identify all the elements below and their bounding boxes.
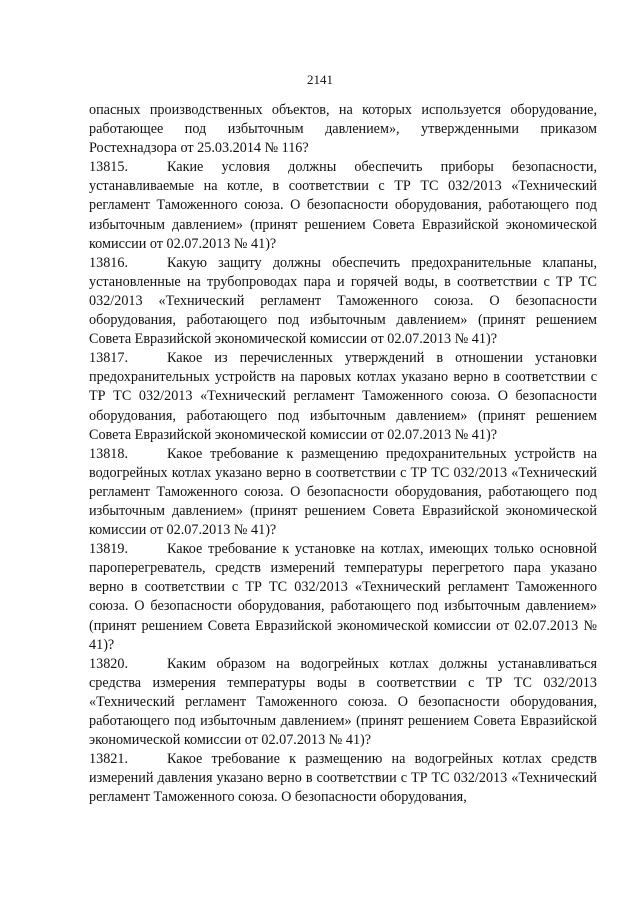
question-text: Какое требование к размещению на водогрейных котлах средств измерений давления указано верно в соответствии с ТР ТС 032/2013 «Технический регламент Таможенного союза. О безопасности оборудования, [89,751,597,806]
question-13816 [89,254,597,349]
question-13815 [89,158,597,253]
question-number: 13818. [89,445,129,462]
document-body [89,101,597,807]
question-13818 [89,445,597,540]
question-text: Какие условия должны обеспечить приборы безопасности, устанавливаемые на котле, в соответствии с ТР ТС 032/2013 «Технический регламент Таможенного союза. О безопасности оборудования, работающего под избыточным давлением» (принят решением Совета Евразийской экономической комиссии от 02.07.2013 № 41)? [89,159,597,252]
question-13820 [89,655,597,750]
page-number: 2141 [307,72,333,87]
question-13821 [89,750,597,807]
question-number: 13820. [89,655,129,672]
question-13817 [89,349,597,444]
question-number: 13816. [89,254,129,271]
question-text: Каким образом на водогрейных котлах должны устанавливаться средства измерения температуры воды в соответствии с ТР ТС 032/2013 «Технический регламент Таможенного союза. О безопасности оборудования, работающего под избыточным давлением» (принят решением Совета Евразийской экономической комиссии от 02.07.2013 № 41)? [89,655,597,749]
question-number: 13815. [89,159,129,176]
question-text: Какое требование к размещению предохранительных устройств на водогрейных котлах указано верно в соответствии с ТР ТС 032/2013 «Технический регламент Таможенного союза. О безопасности оборудования, работающего под избыточным давлением» (принят решением Совета Евразийской экономической комиссии от 02.07.2013 № 41)? [89,445,597,539]
question-text: Какое требование к установке на котлах, имеющих только основной пароперегреватель, средств измерений температуры перегретого пара указано верно в соответствии с ТР ТС 032/2013 «Технический регламент Таможенного союза. О безопасности оборудования, работающего под избыточным давлением» (принят решением Совета Евразийской экономической комиссии от 02.07.2013 № 41)? [89,541,597,653]
question-text: Какую защиту должны обеспечить предохранительные клапаны, установленные на трубопроводах пара и горячей воды, в соответствии с ТР ТС 032/2013 «Технический регламент Таможенного союза. О безопасности оборудования, работающего под избыточным давлением» (принят решением Совета Евразийской экономической комиссии от 02.07.2013 № 41)? [89,254,597,348]
question-number: 13821. [89,751,129,768]
question-text: Какое из перечисленных утверждений в отношении установки предохранительных устройств на паровых котлах указано верно в соответствии с ТР ТС 032/2013 «Технический регламент Таможенного союза. О безопасности оборудования, работающего под избыточным давлением» (принят решением Совета Евразийской экономической комиссии от 02.07.2013 № 41)? [89,350,597,443]
question-number: 13819. [89,541,129,558]
question-13819 [89,540,597,655]
intro-paragraph: опасных производственных объектов, на которых используется оборудование, работающее под избыточным давлением», утвержденными приказом Ростехнадзора от 25.03.2014 № 116? [89,102,597,157]
question-number: 13817. [89,350,129,367]
